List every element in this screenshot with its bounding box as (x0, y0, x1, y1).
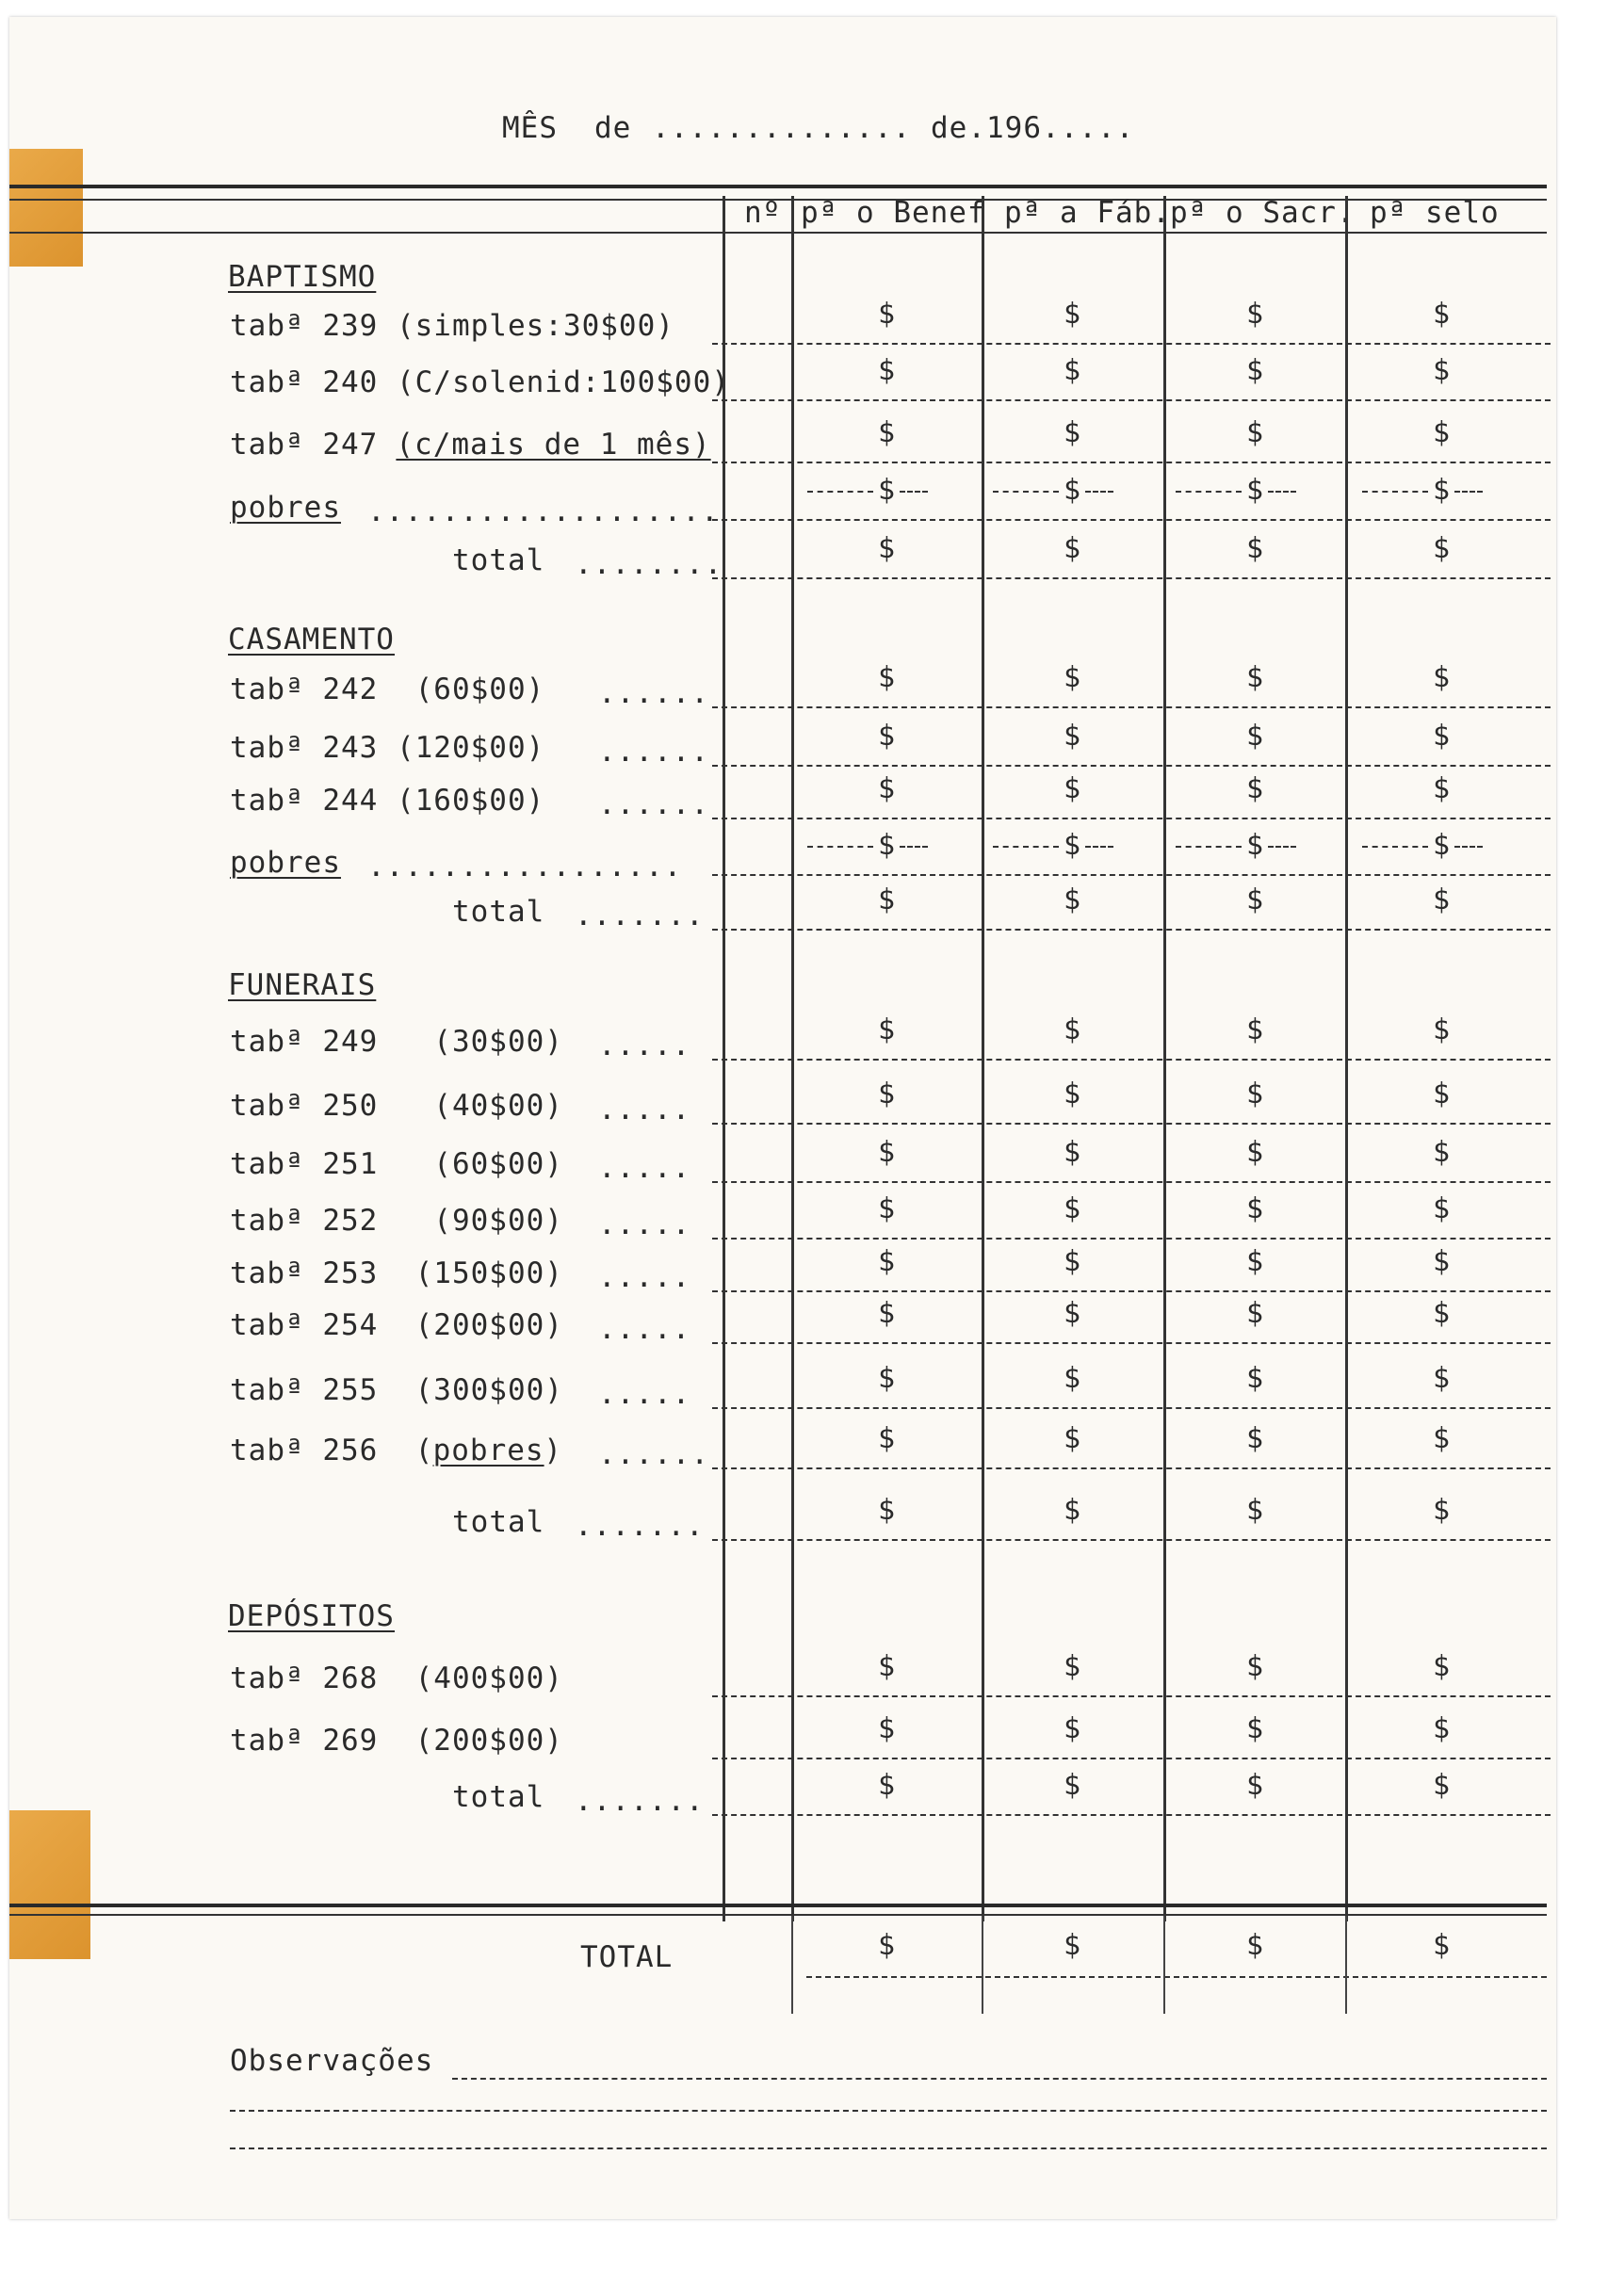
observacoes-label: Observações (230, 2044, 434, 2078)
leader-dots: ..... (598, 1207, 691, 1241)
pobres-dash-left (1362, 491, 1428, 493)
currency-cell: $ (1245, 1650, 1264, 1683)
entry-underline (712, 1342, 1551, 1344)
currency-cell: $ (1432, 829, 1451, 862)
pobres-dash-right (900, 491, 928, 493)
observacoes-line-2 (230, 2110, 1547, 2112)
currency-cell: $ (1063, 1136, 1081, 1169)
bottom-rule-2 (9, 1914, 1547, 1916)
currency-cell: $ (1432, 1245, 1451, 1278)
tariff-label: tabª 250 (40$00) (230, 1089, 563, 1123)
total-label: total (452, 1505, 545, 1539)
currency-cell: $ (877, 829, 896, 862)
currency-cell: $ (1063, 416, 1081, 449)
currency-cell: $ (1245, 661, 1264, 694)
entry-underline (712, 399, 1551, 401)
currency-cell: $ (1063, 1650, 1081, 1683)
currency-cell: $ (1245, 354, 1264, 387)
currency-cell: $ (877, 354, 896, 387)
currency-cell: $ (1063, 829, 1081, 862)
total-dots: ....... (575, 899, 705, 932)
pobres-dash-right (1454, 491, 1483, 493)
currency-cell: $ (1432, 474, 1451, 507)
leader-dots: ...... (598, 1437, 709, 1471)
total-label: total (452, 543, 545, 577)
currency-cell: $ (877, 1362, 896, 1395)
pobres-dash-left (807, 491, 873, 493)
currency-cell: $ (1063, 1769, 1081, 1802)
tariff-note-close: ) (544, 1434, 562, 1467)
grand-total-cell: $ (877, 1929, 896, 1962)
grand-total-divider (791, 1916, 793, 2014)
leader-dots: ..... (598, 1029, 691, 1062)
currency-cell: $ (1063, 1245, 1081, 1278)
entry-underline (712, 1407, 1551, 1409)
pobres-dash-right (900, 846, 928, 848)
currency-cell: $ (877, 1769, 896, 1802)
currency-cell: $ (1063, 661, 1081, 694)
currency-cell: $ (1063, 772, 1081, 805)
pobres-label: pobres (230, 846, 341, 880)
entry-underline (712, 1467, 1551, 1469)
currency-cell: $ (877, 1192, 896, 1225)
currency-cell: $ (877, 416, 896, 449)
currency-cell: $ (1063, 1712, 1081, 1745)
leader-dots: ...... (598, 787, 709, 821)
pobres-dots: ................... (367, 494, 720, 528)
currency-cell: $ (1432, 354, 1451, 387)
entry-underline (712, 577, 1551, 579)
currency-cell: $ (877, 1245, 896, 1278)
tariff-label: tabª 243 (120$00) (230, 731, 545, 765)
form-canvas (9, 17, 1556, 2219)
currency-cell: $ (877, 883, 896, 916)
total-dots: ....... (575, 1509, 705, 1543)
tariff-label: tabª 247 (230, 428, 397, 462)
currency-cell: $ (1063, 1362, 1081, 1395)
entry-underline (712, 1814, 1551, 1816)
section-title-baptismo: BAPTISMO (228, 260, 377, 294)
currency-cell: $ (1432, 883, 1451, 916)
currency-cell: $ (1245, 829, 1264, 862)
pobres-dash-left (807, 846, 873, 848)
title-de: de (594, 111, 632, 145)
currency-cell: $ (877, 1712, 896, 1745)
currency-cell: $ (1063, 720, 1081, 753)
tariff-label: tabª 244 (160$00) (230, 784, 545, 818)
currency-cell: $ (877, 532, 896, 565)
column-header-no: nº (744, 196, 782, 230)
tariff-label: tabª 254 (200$00) (230, 1308, 563, 1342)
currency-cell: $ (1245, 1422, 1264, 1455)
tariff-note: (c/mais de 1 mês) (396, 428, 711, 462)
currency-cell: $ (1432, 416, 1451, 449)
currency-cell: $ (877, 772, 896, 805)
top-rule-1 (9, 185, 1547, 188)
currency-cell: $ (1432, 298, 1451, 331)
entry-underline (712, 929, 1551, 931)
entry-underline (712, 818, 1551, 819)
currency-cell: $ (1063, 298, 1081, 331)
currency-cell: $ (1432, 1422, 1451, 1455)
currency-cell: $ (1245, 883, 1264, 916)
tariff-label: tabª 240 (C/solenid:100$00) (230, 365, 730, 399)
tariff-label: tabª 255 (300$00) (230, 1373, 563, 1407)
currency-cell: $ (1245, 532, 1264, 565)
tariff-note: pobres (432, 1434, 544, 1467)
tariff-label: tabª 269 (200$00) (230, 1724, 563, 1758)
currency-cell: $ (1063, 474, 1081, 507)
currency-cell: $ (1245, 1712, 1264, 1745)
currency-cell: $ (877, 1297, 896, 1330)
entry-underline (712, 343, 1551, 345)
leader-dots: ...... (598, 735, 709, 769)
observacoes-line-3 (230, 2147, 1547, 2149)
entry-underline (712, 1059, 1551, 1061)
leader-dots: ..... (598, 1260, 691, 1294)
currency-cell: $ (1245, 298, 1264, 331)
column-header-selo: pª selo (1370, 196, 1500, 230)
currency-cell: $ (1063, 532, 1081, 565)
document-page (9, 17, 1556, 2219)
leader-dots: ...... (598, 676, 709, 710)
tariff-label: tabª 239 (simples:30$00) (230, 309, 674, 343)
currency-cell: $ (1063, 1078, 1081, 1110)
leader-dots: ..... (598, 1312, 691, 1346)
currency-cell: $ (1432, 772, 1451, 805)
column-header-fab: pª a Fáb. (1004, 196, 1171, 230)
pobres-dash-right (1268, 491, 1296, 493)
tariff-label: tabª 268 (400$00) (230, 1661, 563, 1695)
pobres-dash-left (1362, 846, 1428, 848)
entry-underline (712, 1290, 1551, 1292)
pobres-dash-right (1454, 846, 1483, 848)
currency-cell: $ (1245, 1078, 1264, 1110)
grand-total-divider (982, 1916, 983, 2014)
title-year: de.196..... (931, 111, 1135, 145)
currency-cell: $ (1245, 474, 1264, 507)
header-bottom-rule (9, 232, 1547, 234)
currency-cell: $ (1245, 416, 1264, 449)
section-title-casamento: CASAMENTO (228, 623, 395, 656)
pobres-dots: ................. (367, 850, 683, 883)
tape-bottom-left (9, 1810, 90, 1959)
currency-cell: $ (877, 661, 896, 694)
total-label: total (452, 895, 545, 929)
grand-total-cell: $ (1063, 1929, 1081, 1962)
currency-cell: $ (1432, 1192, 1451, 1225)
leader-dots: ..... (598, 1151, 691, 1185)
currency-cell: $ (1432, 1136, 1451, 1169)
currency-cell: $ (1245, 1245, 1264, 1278)
currency-cell: $ (1245, 1494, 1264, 1527)
entry-underline (712, 1695, 1551, 1697)
pobres-dash-left (1176, 491, 1242, 493)
currency-cell: $ (1063, 883, 1081, 916)
leader-dots: ..... (598, 1093, 691, 1126)
currency-cell: $ (1063, 1494, 1081, 1527)
pobres-dash-right (1085, 491, 1113, 493)
currency-cell: $ (877, 474, 896, 507)
currency-cell: $ (1245, 1297, 1264, 1330)
title-mes: MÊS (502, 111, 558, 145)
currency-cell: $ (877, 1078, 896, 1110)
entry-underline (712, 462, 1551, 463)
tariff-label: tabª 256 ( (230, 1434, 434, 1467)
grand-total-cell: $ (1245, 1929, 1264, 1962)
currency-cell: $ (877, 720, 896, 753)
currency-cell: $ (1063, 1013, 1081, 1046)
currency-cell: $ (877, 1494, 896, 1527)
pobres-dash-right (1268, 846, 1296, 848)
column-header-benef: pª o Benef (801, 196, 986, 230)
currency-cell: $ (1063, 1192, 1081, 1225)
currency-cell: $ (1432, 1362, 1451, 1395)
currency-cell: $ (1432, 1078, 1451, 1110)
currency-cell: $ (1245, 1769, 1264, 1802)
currency-cell: $ (1245, 1362, 1264, 1395)
column-header-sacr: pª o Sacr. (1170, 196, 1356, 230)
tape-top-left (9, 149, 83, 267)
currency-cell: $ (1063, 354, 1081, 387)
currency-cell: $ (877, 1650, 896, 1683)
entry-underline (712, 1758, 1551, 1759)
total-dots: ....... (575, 1784, 705, 1818)
grand-total-underline (806, 1976, 1547, 1978)
entry-underline (712, 1181, 1551, 1183)
entry-underline (712, 1238, 1551, 1240)
pobres-dash-left (1176, 846, 1242, 848)
entry-underline (712, 874, 1551, 876)
total-label: total (452, 1780, 545, 1814)
section-title-funerais: FUNERAIS (228, 968, 377, 1002)
entry-underline (712, 765, 1551, 767)
grand-total-cell: $ (1432, 1929, 1451, 1962)
title-dots: .............. (652, 111, 912, 145)
currency-cell: $ (1432, 1769, 1451, 1802)
currency-cell: $ (877, 1136, 896, 1169)
currency-cell: $ (1432, 661, 1451, 694)
currency-cell: $ (1245, 720, 1264, 753)
currency-cell: $ (1063, 1297, 1081, 1330)
currency-cell: $ (1245, 1136, 1264, 1169)
tariff-label: tabª 253 (150$00) (230, 1256, 563, 1290)
bottom-rule-1 (9, 1904, 1547, 1907)
pobres-label: pobres (230, 491, 341, 525)
currency-cell: $ (1432, 532, 1451, 565)
grand-total-divider (1345, 1916, 1347, 2014)
observacoes-line-1 (452, 2078, 1547, 2080)
grand-total-label: TOTAL (580, 1940, 674, 1974)
tariff-label: tabª 252 (90$00) (230, 1204, 563, 1238)
currency-cell: $ (1432, 1297, 1451, 1330)
tariff-label: tabª 249 (30$00) (230, 1025, 563, 1059)
currency-cell: $ (1063, 1422, 1081, 1455)
entry-underline (712, 706, 1551, 708)
currency-cell: $ (1432, 1013, 1451, 1046)
entry-underline (712, 1123, 1551, 1125)
pobres-dash-left (993, 846, 1059, 848)
currency-cell: $ (1245, 772, 1264, 805)
entry-underline (712, 519, 1551, 521)
pobres-dash-right (1085, 846, 1113, 848)
currency-cell: $ (877, 1422, 896, 1455)
currency-cell: $ (877, 1013, 896, 1046)
tariff-label: tabª 242 (60$00) (230, 673, 545, 706)
currency-cell: $ (1432, 1494, 1451, 1527)
currency-cell: $ (1432, 1650, 1451, 1683)
currency-cell: $ (1432, 1712, 1451, 1745)
tariff-label: tabª 251 (60$00) (230, 1147, 563, 1181)
currency-cell: $ (1432, 720, 1451, 753)
grand-total-divider (1163, 1916, 1165, 2014)
currency-cell: $ (877, 298, 896, 331)
entry-underline (712, 1539, 1551, 1541)
currency-cell: $ (1245, 1013, 1264, 1046)
total-dots: ........ (575, 547, 723, 581)
pobres-dash-left (993, 491, 1059, 493)
leader-dots: ..... (598, 1377, 691, 1411)
section-title-depositos: DEPÓSITOS (228, 1599, 395, 1633)
currency-cell: $ (1245, 1192, 1264, 1225)
